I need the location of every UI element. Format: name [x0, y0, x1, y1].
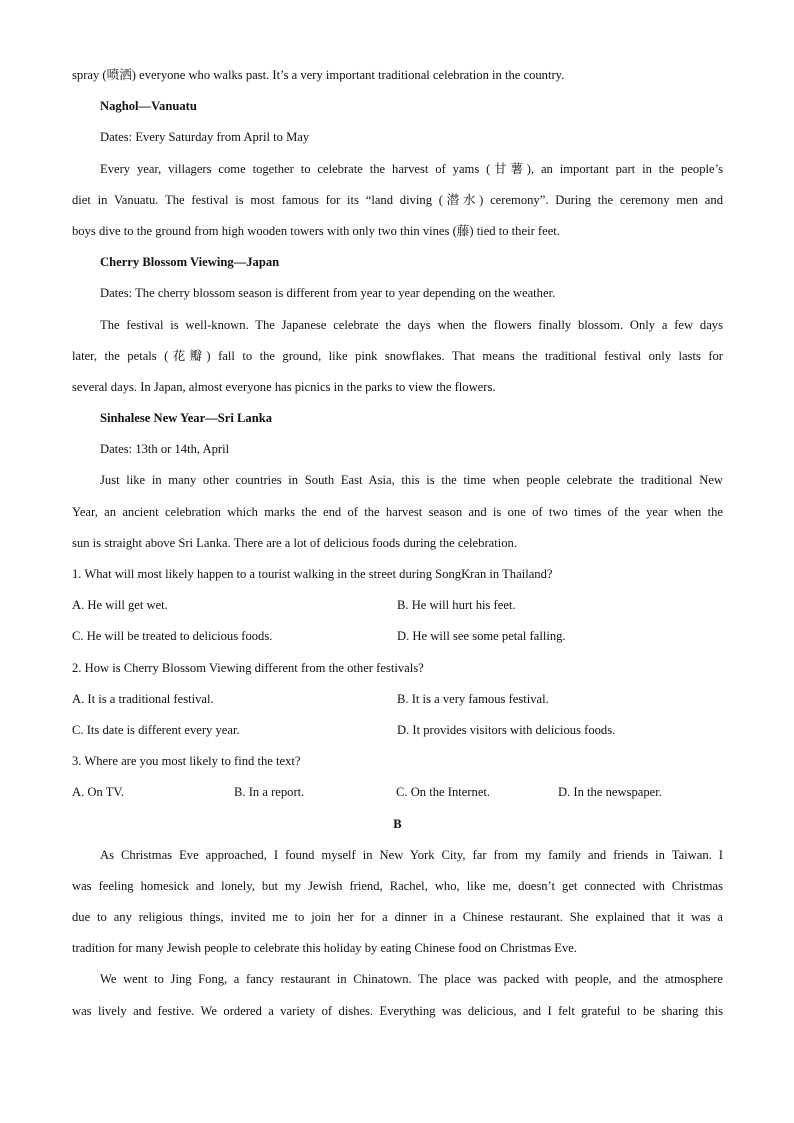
- question-options-1: [72, 621, 723, 652]
- passage-line: Every year, villagers come together to celebrate the harvest of yams (甘薯), an important part in the people’s: [100, 161, 723, 176]
- passage-line: tradition for many Jewish people to celebrate this holiday by eating Chinese food on Christmas Eve.: [72, 941, 578, 956]
- festival-heading-cherry-blossom: Cherry Blossom Viewing—Japan: [100, 255, 280, 270]
- option-c: C. On the Internet.: [396, 785, 491, 800]
- passage-line: later, the petals (花瓣) fall to the ground, like pink snowflakes. That means the traditional festival only lasts for: [72, 348, 723, 363]
- passage-line: Just like in many other countries in South East Asia, this is the time when people celebrate the traditional New: [100, 473, 723, 488]
- festival-dates-cherry-blossom: Dates: The cherry blossom season is different from year to year depending on the weather.: [100, 286, 556, 301]
- option-b: B. In a report.: [234, 785, 305, 800]
- festival-dates-sinhalese: Dates: 13th or 14th, April: [100, 442, 230, 457]
- passage-line: was lively and festive. We ordered a variety of dishes. Everything was delicious, and I felt grateful to be sharing this: [72, 1003, 723, 1018]
- option-a: A. He will get wet.: [72, 598, 168, 613]
- option-b: B. It is a very famous festival.: [397, 691, 549, 706]
- passage-line: spray (喷洒) everyone who walks past. It’s a very important traditional celebration in the country.: [72, 68, 565, 82]
- festival-heading-naghol: Naghol—Vanuatu: [100, 99, 197, 114]
- question-stem-3: 3. Where are you most likely to find the text?: [72, 754, 301, 769]
- festival-heading-sinhalese: Sinhalese New Year—Sri Lanka: [100, 411, 273, 426]
- question-stem-1: 1. What will most likely happen to a tourist walking in the street during SongKran in Thailand?: [72, 567, 553, 581]
- passage-line: boys dive to the ground from high wooden towers with only two thin vines (藤) tied to their feet.: [72, 223, 560, 238]
- passage-line: As Christmas Eve approached, I found myself in New York City, far from my family and friends in Taiwan. I: [100, 847, 723, 862]
- section-heading-b: B: [393, 816, 402, 831]
- passage-line: several days. In Japan, almost everyone has picnics in the parks to view the flowers.: [72, 379, 496, 394]
- question-stem-2: 2. How is Cherry Blossom Viewing different from the other festivals?: [72, 660, 424, 675]
- passage-line: due to any religious things, invited me to join her for a dinner in a Chinese restaurant. She explained that it was a: [72, 910, 723, 925]
- passage-line: sun is straight above Sri Lanka. There are a lot of delicious foods during the celebration.: [72, 535, 517, 550]
- passage-line: diet in Vanuatu. The festival is most famous for its “land diving (潜水) ceremony”. During the ceremony men and: [72, 192, 723, 207]
- passage-line: We went to Jing Fong, a fancy restaurant in Chinatown. The place was packed with people, and the atmosphere: [100, 972, 723, 987]
- passage-line: Year, an ancient celebration which marks the end of the harvest season and is one of two times of the year when the: [72, 504, 723, 519]
- option-b: B. He will hurt his feet.: [397, 598, 516, 613]
- passage-line: was feeling homesick and lonely, but my Jewish friend, Rachel, who, like me, doesn’t get connected with Christmas: [72, 878, 723, 893]
- option-d: D. In the newspaper.: [558, 785, 662, 800]
- festival-dates-naghol: Dates: Every Saturday from April to May: [100, 130, 310, 145]
- document-page: [72, 60, 723, 1027]
- question-options-2: [72, 715, 723, 746]
- passage-line: The festival is well-known. The Japanese celebrate the days when the flowers finally blossom. Only a few days: [100, 317, 723, 332]
- option-c: C. Its date is different every year.: [72, 722, 240, 737]
- option-d: D. It provides visitors with delicious foods.: [397, 722, 616, 737]
- question-options-3: [72, 777, 723, 808]
- question-options-1: [72, 590, 723, 621]
- option-a: A. On TV.: [72, 785, 125, 800]
- option-c: C. He will be treated to delicious foods.: [72, 629, 273, 644]
- option-d: D. He will see some petal falling.: [397, 629, 566, 644]
- question-options-2: [72, 684, 723, 715]
- option-a: A. It is a traditional festival.: [72, 691, 214, 706]
